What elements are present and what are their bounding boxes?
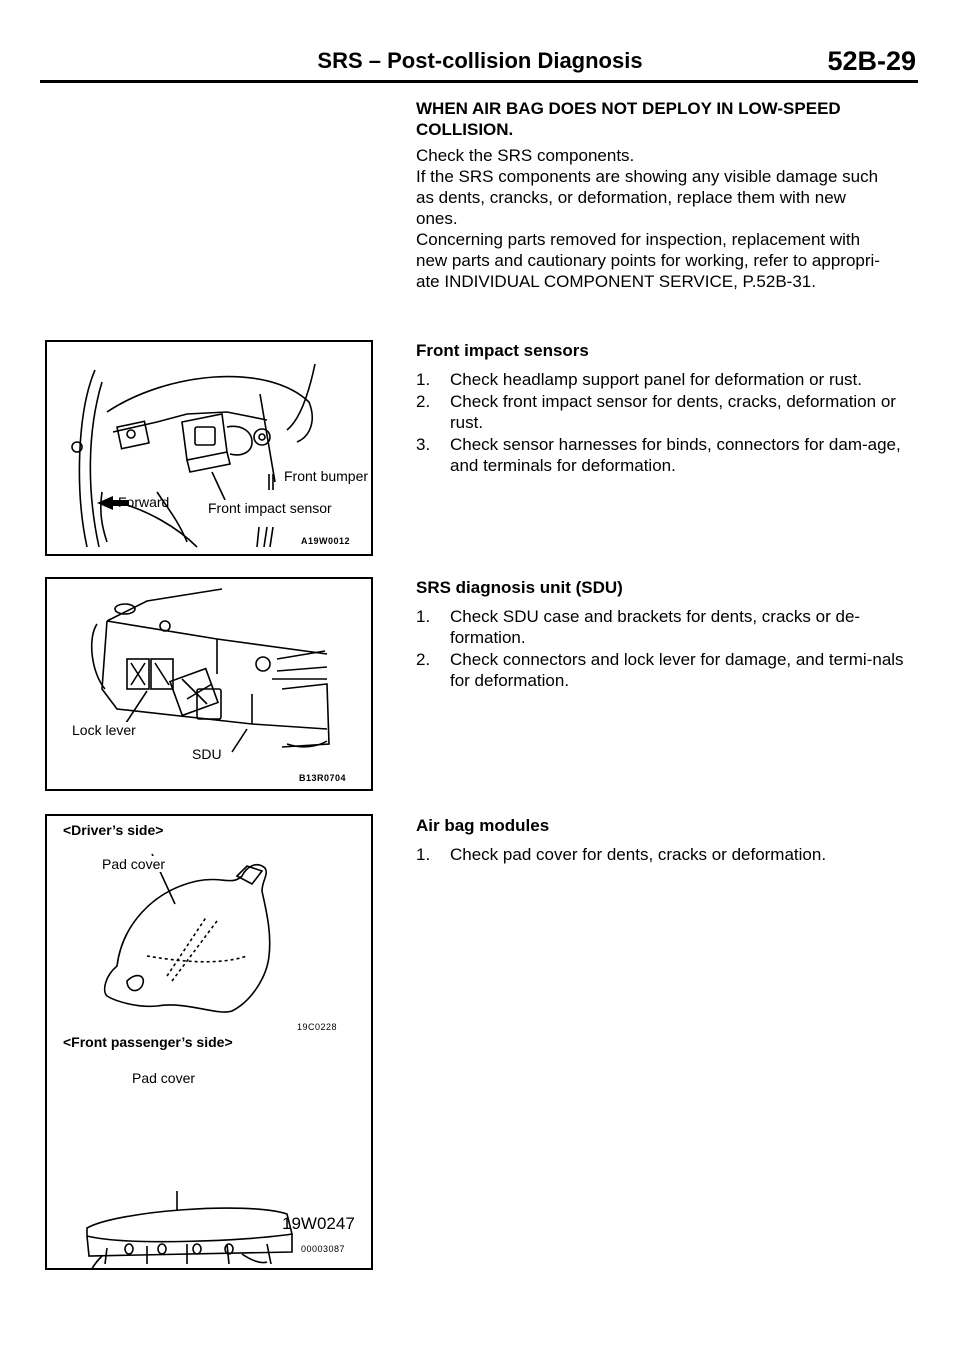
intro-line: ate INDIVIDUAL COMPONENT SERVICE, P.52B-31.: [416, 272, 816, 291]
figure-air-bag-modules: [45, 814, 373, 1270]
figure-code: 00003087: [301, 1244, 346, 1254]
item-number: 2.: [416, 392, 431, 411]
intro-line: Concerning parts removed for inspection, replacement with: [416, 230, 861, 249]
intro-heading-line1: WHEN AIR BAG DOES NOT DEPLOY IN LOW-SPEED: [416, 99, 841, 118]
list-item: [416, 391, 916, 433]
label-front-bumper: Front bumper: [284, 468, 369, 484]
item-number: 3.: [416, 435, 431, 454]
intro-line: Check the SRS components.: [416, 146, 635, 165]
list-item: [416, 649, 916, 691]
check-list: [416, 606, 916, 691]
list-item: [416, 369, 916, 390]
item-text: Check pad cover for dents, cracks or deformation.: [450, 845, 827, 864]
label-lock-lever: Lock lever: [72, 722, 136, 738]
intro-heading-line2: COLLISION.: [416, 120, 514, 139]
check-list: [416, 369, 916, 476]
section-sdu: [416, 577, 916, 692]
section-heading: Front impact sensors: [416, 341, 589, 360]
figure-sdu: [45, 577, 373, 791]
item-number: 2.: [416, 650, 431, 669]
item-text: Check sensor harnesses for binds, connectors for dam-age, and terminals for deformation.: [450, 435, 901, 475]
front-impact-sensor-drawing: [47, 342, 373, 556]
section-title: SRS – Post-collision Diagnosis: [317, 48, 643, 73]
figure-front-impact-sensor: [45, 340, 373, 556]
figure-code: 19W0247: [282, 1214, 355, 1233]
label-front-passenger-side: <Front passenger’s side>: [63, 1034, 233, 1050]
item-number: 1.: [416, 607, 431, 626]
section-air-bag-modules: [416, 815, 916, 866]
item-number: 1.: [416, 370, 431, 389]
intro-body: [416, 145, 916, 292]
label-sdu: SDU: [192, 746, 222, 762]
item-text: Check connectors and lock lever for damage, and termi-nals for deformation.: [450, 650, 904, 690]
figure-code: 19C0228: [297, 1022, 338, 1032]
list-item: [416, 434, 916, 476]
intro-block: [416, 98, 916, 292]
item-number: 1.: [416, 845, 431, 864]
label-front-impact-sensor: Front impact sensor: [208, 500, 332, 516]
intro-line: as dents, crancks, or deformation, replace them with new: [416, 188, 846, 207]
section-heading: SRS diagnosis unit (SDU): [416, 578, 623, 597]
item-text: Check front impact sensor for dents, cracks, deformation or rust.: [450, 392, 896, 432]
label-drivers-side: <Driver’s side>: [63, 822, 164, 838]
section-heading: Air bag modules: [416, 816, 550, 835]
intro-line: new parts and cautionary points for working, refer to appropri-: [416, 251, 880, 270]
list-item: [416, 606, 916, 648]
page-header: [0, 48, 960, 78]
section-front-impact-sensors: [416, 340, 916, 477]
check-list: [416, 844, 916, 865]
label-pad-cover-driver: Pad cover: [102, 856, 166, 872]
label-forward: Forward: [118, 494, 170, 510]
page-number: 52B-29: [827, 46, 916, 76]
figure-code: A19W0012: [301, 536, 351, 546]
intro-line: If the SRS components are showing any visible damage such: [416, 167, 879, 186]
item-text: Check SDU case and brackets for dents, cracks or de-formation.: [450, 607, 861, 647]
header-rule: [40, 80, 918, 83]
intro-line: ones.: [416, 209, 458, 228]
list-item: [416, 844, 916, 865]
label-pad-cover-passenger: Pad cover: [132, 1070, 196, 1086]
figure-code: B13R0704: [299, 773, 347, 783]
item-text: Check headlamp support panel for deformation or rust.: [450, 370, 863, 389]
